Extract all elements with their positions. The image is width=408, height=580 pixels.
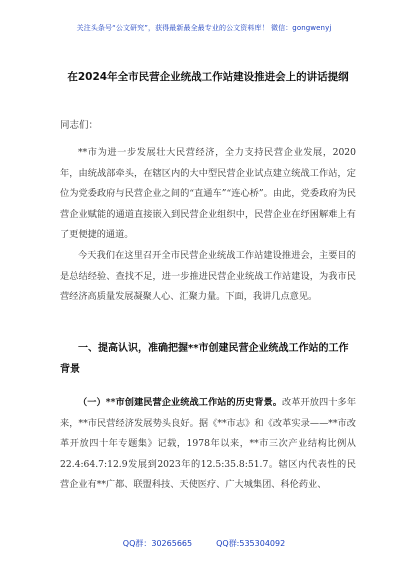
paragraph-text: **市为进一步发展壮大民营经济，全力支持民营企业发展，2020年，由统战部牵头，在辖区内的大中型民营企业试点建立统战工作站，定位为党委政府与民营企业之间的“直通车”“连心桥”。由此，党委政府为民营企业赋能的通道直接嵌入到民营企业组织中，民营企业在纾困解难上有了更便捷的通道。 xyxy=(60,147,356,241)
paragraph-history xyxy=(60,393,356,496)
header-banner: 关注头条号“公文研究”，获得最新最全最专业的公文资料库！ 微信：gongwenyj xyxy=(76,24,332,32)
page-title: 在2024年全市民营企业统战工作站建设推进会上的讲话提纲 xyxy=(67,71,349,83)
qq-group-2: QQ群:535304092 xyxy=(216,539,286,548)
paragraph-intro xyxy=(60,143,356,246)
greeting: 同志们： xyxy=(60,120,99,131)
qq-group-1: QQ群：30265665 xyxy=(122,539,193,548)
paragraph-purpose xyxy=(60,246,356,308)
paragraph-text xyxy=(60,393,356,496)
paragraph-text: 今天我们在这里召开全市民营企业统战工作站建设推进会，主要目的是总结经验、查找不足，进一步推进民营企业统战工作站建设，为我市民营经济高质量发展凝聚人心、汇聚力量。下面，我讲几点意见。 xyxy=(60,250,356,303)
footer-contact xyxy=(0,538,408,549)
subsection-heading: （一）**市创建民营企业统战工作站的历史背景。 xyxy=(78,397,283,408)
section-heading: 一、提高认识，准确把握**市创建民营企业统战工作站的工作背景 xyxy=(60,343,349,375)
subsection-body: 改革开放四十多年来，**市民营经济发展势头良好。据《**市志》和《改革实录——**市改革开放四十年专题集》记载，1978年以来，**市三次产业结构比例从22.4:64.7:12.9发展到2023年的12.5:35.8:51.7。辖区内代表性的民营企业有**广都、联盟科技、天使医疗、广大城集团、科伦药业、 xyxy=(60,397,357,491)
